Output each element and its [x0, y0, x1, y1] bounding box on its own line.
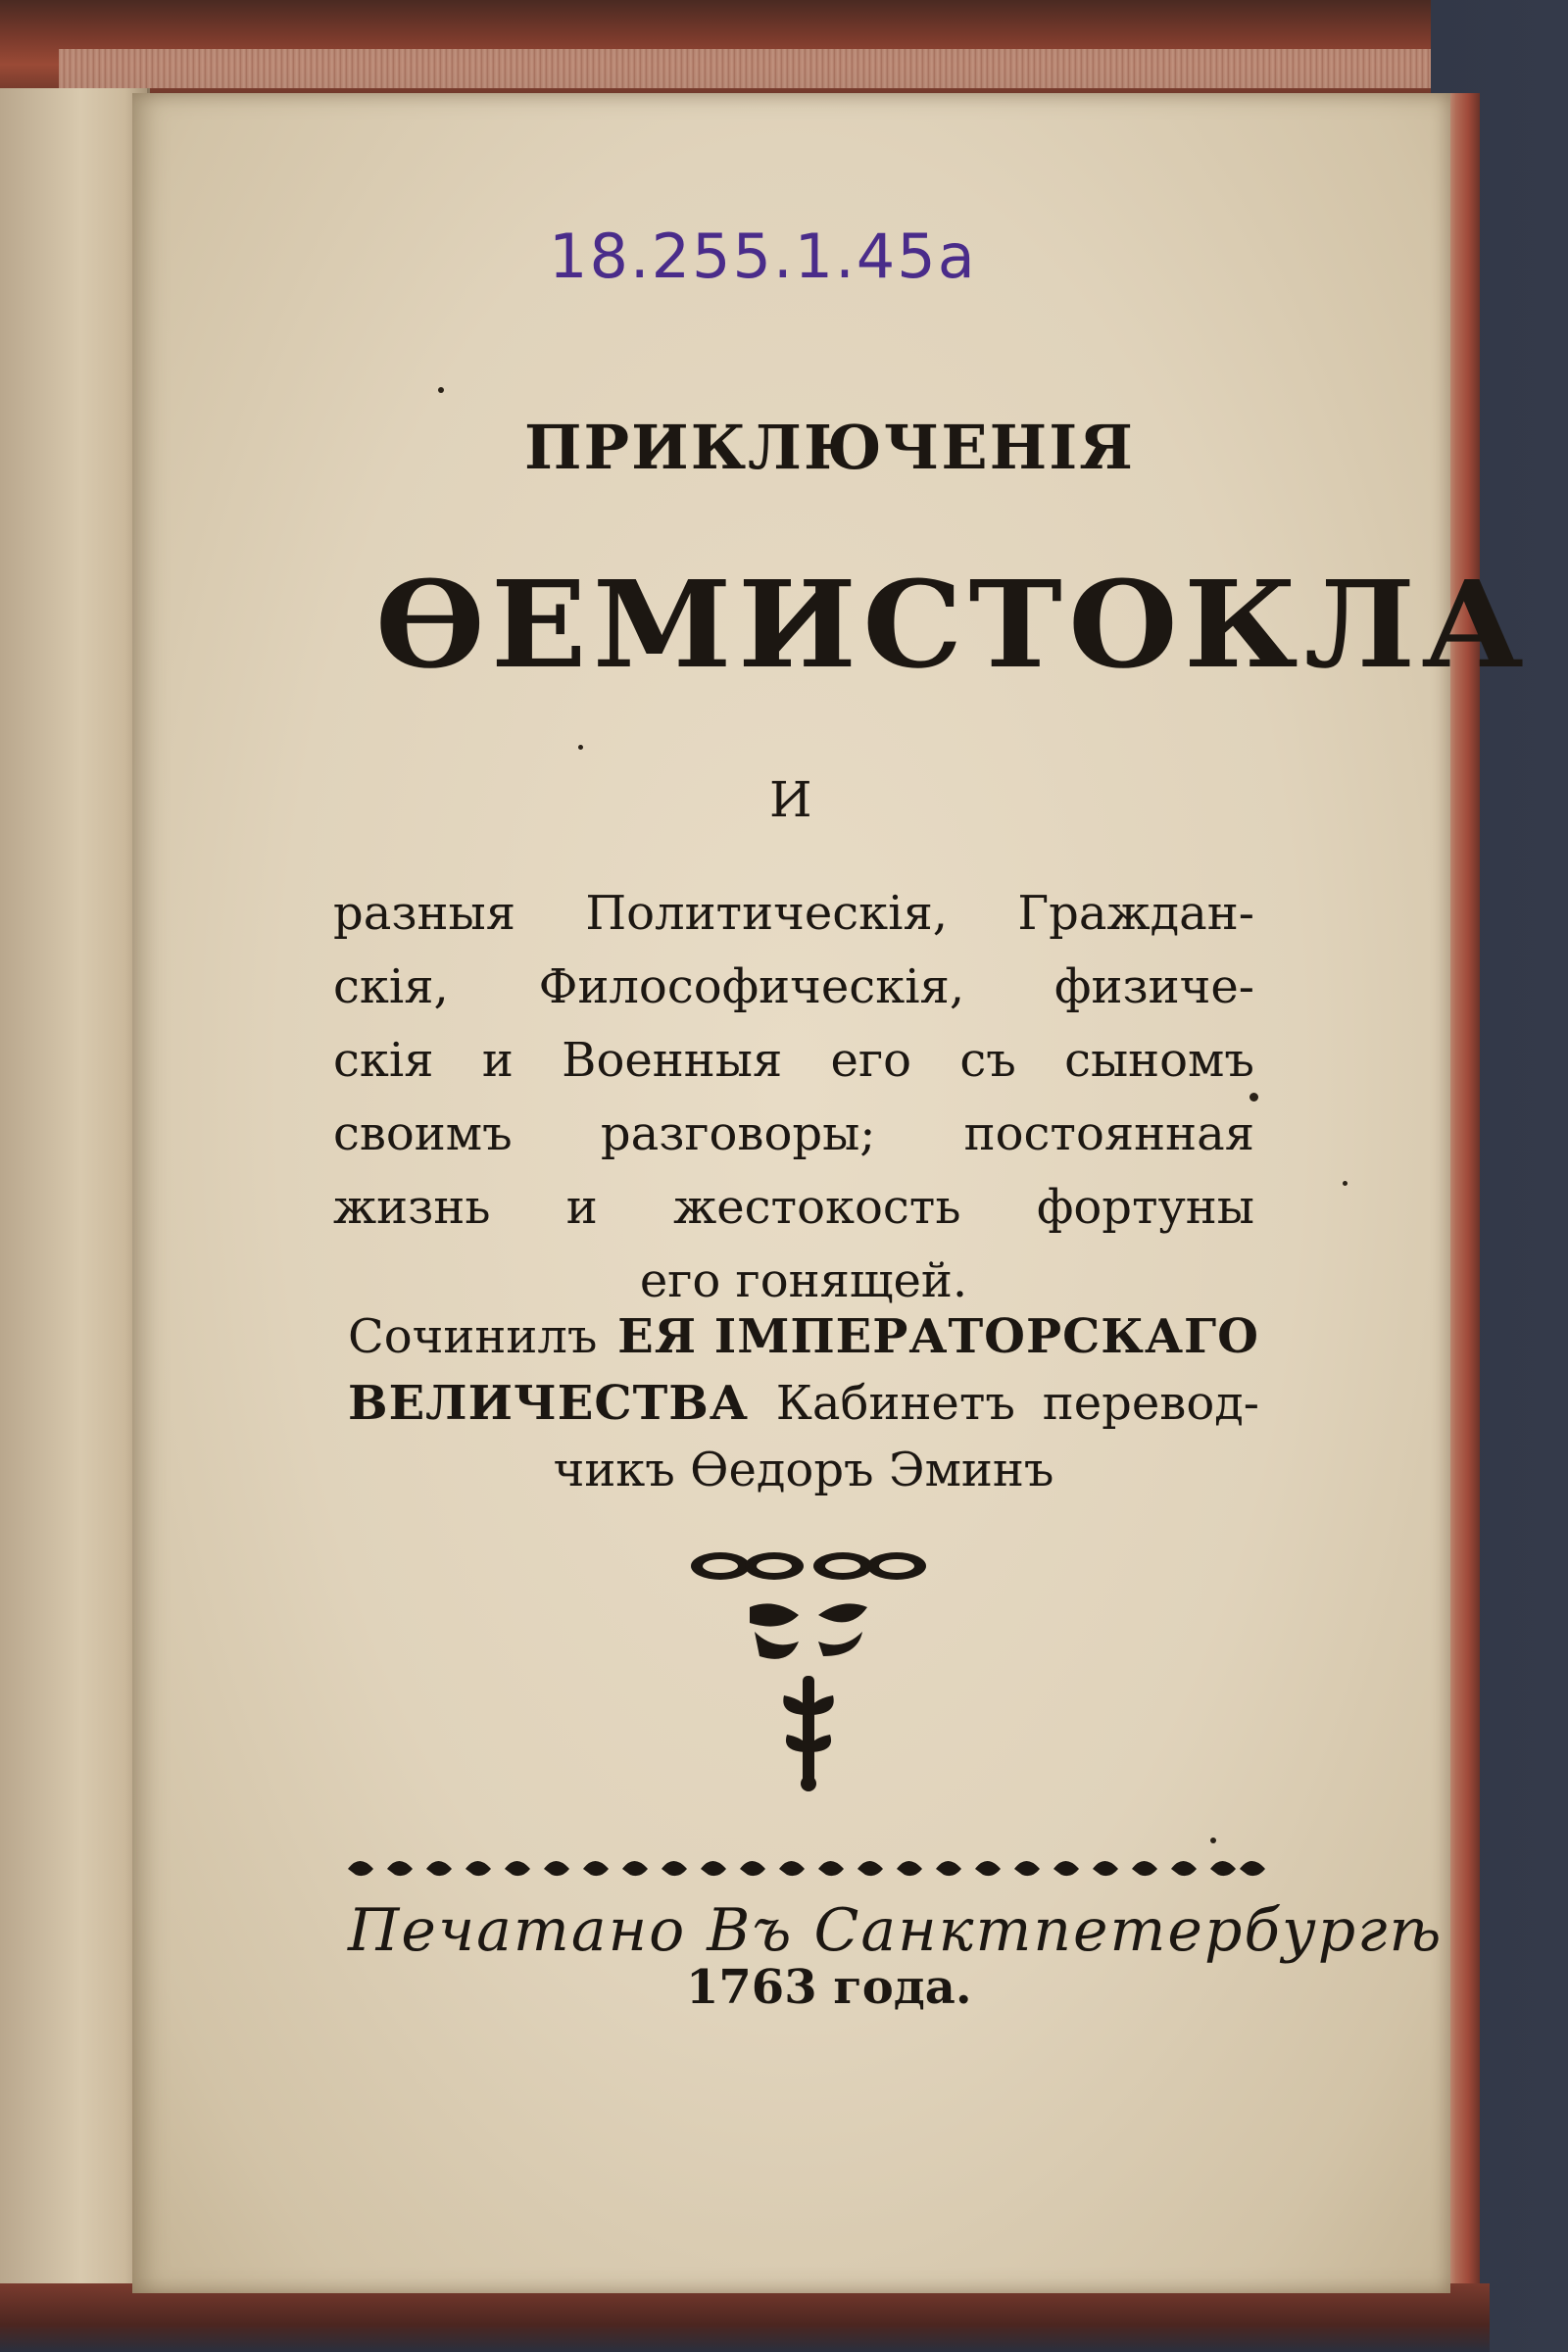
- description-line: [333, 1024, 1254, 1098]
- word: разныя: [333, 886, 515, 941]
- imprint-year: 1763 года.: [686, 1960, 972, 2015]
- word: скія: [333, 1033, 434, 1088]
- word: жизнь: [333, 1180, 491, 1235]
- word: постоянная: [963, 1106, 1254, 1161]
- word: Политическія,: [585, 886, 949, 941]
- author-line: [348, 1437, 1259, 1503]
- library-shelfmark: 18.255.1.45а: [549, 220, 977, 292]
- description-line: [333, 1098, 1254, 1171]
- title-line-adventures: ПРИКЛЮЧЕНІЯ: [524, 412, 1135, 483]
- word: Военныя: [562, 1033, 783, 1088]
- word: Философическія,: [538, 959, 965, 1014]
- title-conjunction: И: [769, 771, 812, 828]
- paper-speck: [1343, 1181, 1348, 1186]
- title-page: [132, 93, 1531, 2293]
- paper-speck: [438, 387, 444, 393]
- word: своимъ: [333, 1106, 513, 1161]
- imprint-place: Печатано Въ Санктпетербургѣ: [348, 1896, 1444, 1965]
- word: разговоры;: [600, 1106, 876, 1161]
- main-title: ѲЕМИСТОКЛА: [375, 554, 1531, 695]
- book-bottom-binding: [0, 2283, 1490, 2352]
- description-block: [333, 877, 1254, 1318]
- vine-ornament-icon: [681, 1539, 936, 1793]
- facing-left-page: [0, 88, 150, 2313]
- word: физиче-: [1054, 959, 1254, 1014]
- word: и: [565, 1180, 598, 1235]
- description-line: [333, 1171, 1254, 1245]
- word: и: [481, 1033, 514, 1088]
- word: жестокость: [673, 1180, 961, 1235]
- description-line: [333, 877, 1254, 951]
- ornament-leaves: [750, 1603, 867, 1626]
- author-line: [348, 1303, 1259, 1370]
- word: съ: [959, 1033, 1016, 1088]
- author-line: [348, 1370, 1259, 1437]
- word: его гонящей.: [639, 1253, 968, 1308]
- word: Сочинилъ: [348, 1309, 598, 1364]
- word: Граждан-: [1017, 886, 1254, 941]
- word: Кабинетъ: [775, 1376, 1015, 1431]
- wave-border-icon: [343, 1847, 1269, 1886]
- word: его: [830, 1033, 911, 1088]
- word: чикъ Ѳедоръ Эминъ: [553, 1443, 1054, 1497]
- paper-speck: [1250, 1093, 1258, 1102]
- word: перевод-: [1042, 1376, 1259, 1431]
- author-block: [348, 1303, 1259, 1503]
- word: ВЕЛИЧЕСТВА: [348, 1376, 749, 1431]
- word: скія,: [333, 959, 449, 1014]
- book-top-page-edges: [59, 49, 1431, 88]
- description-line: [333, 951, 1254, 1024]
- word: ЕЯ ІМПЕРАТОРСКАГО: [617, 1309, 1259, 1364]
- ornament-stem: [803, 1676, 814, 1784]
- paper-speck: [578, 745, 583, 750]
- paper-speck: [1210, 1838, 1216, 1843]
- word: фортуны: [1036, 1180, 1254, 1235]
- word: сыномъ: [1064, 1033, 1254, 1088]
- ornament-leaves-lower: [755, 1632, 862, 1659]
